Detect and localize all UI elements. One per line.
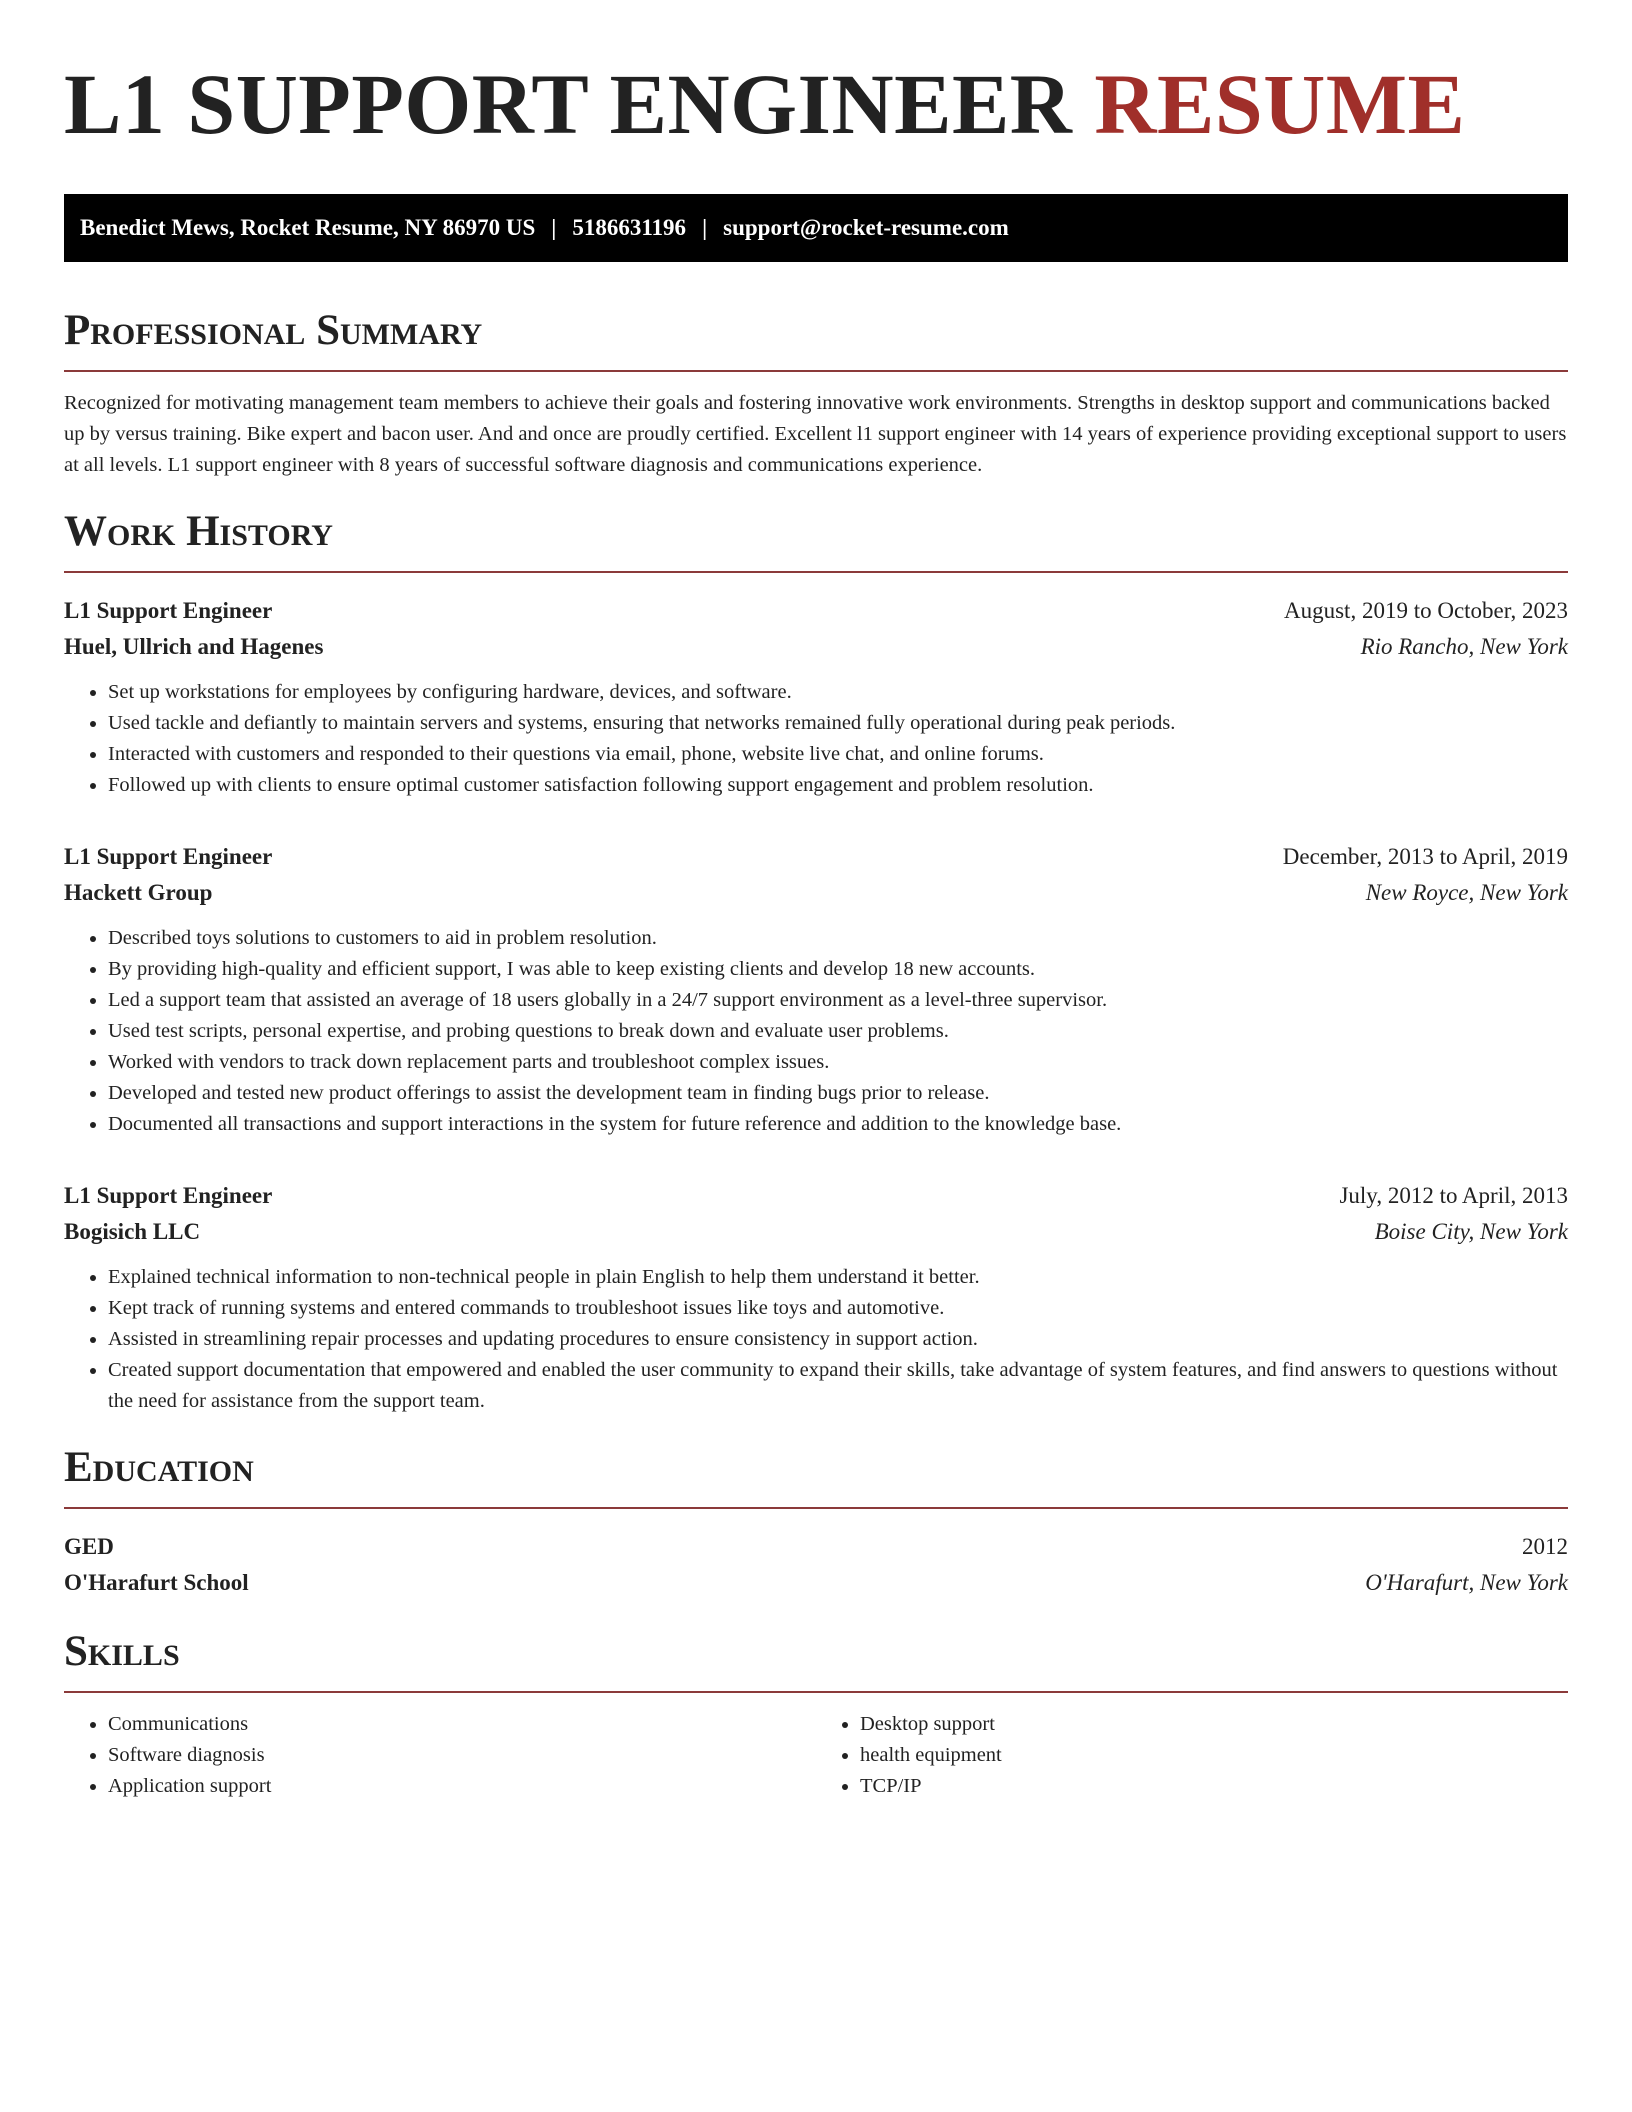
job-company: Bogisich LLC <box>64 1219 201 1244</box>
job-header-row <box>64 839 1568 875</box>
education-school-row <box>64 1565 1568 1601</box>
job-dates: July, 2012 to April, 2013 <box>1339 1183 1568 1208</box>
education-entry <box>64 1529 1568 1601</box>
work-history-heading: Work History <box>64 507 1568 573</box>
job-location: New Royce, New York <box>1365 880 1568 905</box>
list-item: • By providing high-quality and efficient support, I was able to keep existing clients and develop 18 new accounts. <box>108 954 1568 985</box>
summary-section <box>64 306 1568 481</box>
job-location: Rio Rancho, New York <box>1360 634 1568 659</box>
list-item: • Kept track of running systems and entered commands to troubleshoot issues like toys and automotive. <box>108 1293 1568 1324</box>
list-item: • Assisted in streamlining repair processes and updating procedures to ensure consistency in support action. <box>108 1324 1568 1355</box>
job-bullets <box>64 677 1568 801</box>
job-title: L1 Support Engineer <box>64 1183 273 1208</box>
job-title: L1 Support Engineer <box>64 598 273 623</box>
job-bullets <box>64 923 1568 1140</box>
job-location: Boise City, New York <box>1374 1219 1568 1244</box>
education-location: O'Harafurt, New York <box>1365 1570 1568 1595</box>
list-item: • Interacted with customers and responded to their questions via email, phone, website live chat, and online forums. <box>108 739 1568 770</box>
job-entry <box>64 1178 1568 1417</box>
list-item: • Followed up with clients to ensure optimal customer satisfaction following support engagement and problem resolution. <box>108 770 1568 801</box>
list-item: • Documented all transactions and support interactions in the system for future reference and addition to the knowledge base. <box>108 1109 1568 1140</box>
list-item: • Described toys solutions to customers to aid in problem resolution. <box>108 923 1568 954</box>
title-main: L1 SUPPORT ENGINEER <box>64 56 1073 152</box>
job-entry <box>64 593 1568 801</box>
education-year: 2012 <box>1522 1534 1568 1559</box>
skills-right-column <box>816 1709 1568 1802</box>
skill-item: • health equipment <box>860 1740 1568 1771</box>
job-entry <box>64 839 1568 1140</box>
resume-title <box>64 56 1568 152</box>
education-header-row <box>64 1529 1568 1565</box>
contact-separator: | <box>702 215 708 240</box>
job-header-row <box>64 593 1568 629</box>
job-bullets <box>64 1262 1568 1417</box>
skills-heading: Skills <box>64 1627 1568 1693</box>
skill-item: • Communications <box>108 1709 816 1740</box>
contact-email: support@rocket-resume.com <box>723 215 1009 240</box>
education-section <box>64 1443 1568 1601</box>
contact-separator: | <box>551 215 557 240</box>
summary-heading: Professional Summary <box>64 306 1568 372</box>
skills-section <box>64 1627 1568 1802</box>
skill-item: • Desktop support <box>860 1709 1568 1740</box>
list-item: • Created support documentation that empowered and enabled the user community to expand their skills, take advantage of system features, and find answers to questions without the need for assistance from the support team. <box>108 1355 1568 1417</box>
job-header-row <box>64 1178 1568 1214</box>
education-degree: GED <box>64 1534 114 1559</box>
contact-bar <box>64 194 1568 262</box>
job-dates: December, 2013 to April, 2019 <box>1282 844 1568 869</box>
skill-item: • Software diagnosis <box>108 1740 816 1771</box>
list-item: • Worked with vendors to track down replacement parts and troubleshoot complex issues. <box>108 1047 1568 1078</box>
education-school: O'Harafurt School <box>64 1570 249 1595</box>
education-heading: Education <box>64 1443 1568 1509</box>
summary-text: Recognized for motivating management team members to achieve their goals and fostering innovative work environments. Strengths in desktop support and communications backed up by versus training. Bike expert and bacon user. And and once are proudly certified. Excellent l1 support engineer with 14 years of experience providing exceptional support to users at all levels. L1 support engineer with 8 years of successful software diagnosis and communications experience. <box>64 392 1567 476</box>
job-dates: August, 2019 to October, 2023 <box>1284 598 1568 623</box>
contact-address: Benedict Mews, Rocket Resume, NY 86970 US <box>80 215 536 240</box>
list-item: • Explained technical information to non-technical people in plain English to help them understand it better. <box>108 1262 1568 1293</box>
list-item: • Developed and tested new product offerings to assist the development team in finding bugs prior to release. <box>108 1078 1568 1109</box>
skill-item: • Application support <box>108 1771 816 1802</box>
contact-phone: 5186631196 <box>572 215 687 240</box>
job-company: Huel, Ullrich and Hagenes <box>64 634 324 659</box>
list-item: • Used tackle and defiantly to maintain servers and systems, ensuring that networks remained fully operational during peak periods. <box>108 708 1568 739</box>
skills-columns <box>64 1709 1568 1802</box>
skills-left-column <box>64 1709 816 1802</box>
list-item: • Set up workstations for employees by configuring hardware, devices, and software. <box>108 677 1568 708</box>
skill-item: • TCP/IP <box>860 1771 1568 1802</box>
list-item: • Used test scripts, personal expertise, and probing questions to break down and evaluate user problems. <box>108 1016 1568 1047</box>
job-company-row <box>64 629 1568 665</box>
list-item: • Led a support team that assisted an average of 18 users globally in a 24/7 support environment as a level-three supervisor. <box>108 985 1568 1016</box>
job-company: Hackett Group <box>64 880 213 905</box>
title-accent: RESUME <box>1094 56 1466 152</box>
work-history-section <box>64 507 1568 1417</box>
job-company-row <box>64 875 1568 911</box>
job-title: L1 Support Engineer <box>64 844 273 869</box>
job-company-row <box>64 1214 1568 1250</box>
